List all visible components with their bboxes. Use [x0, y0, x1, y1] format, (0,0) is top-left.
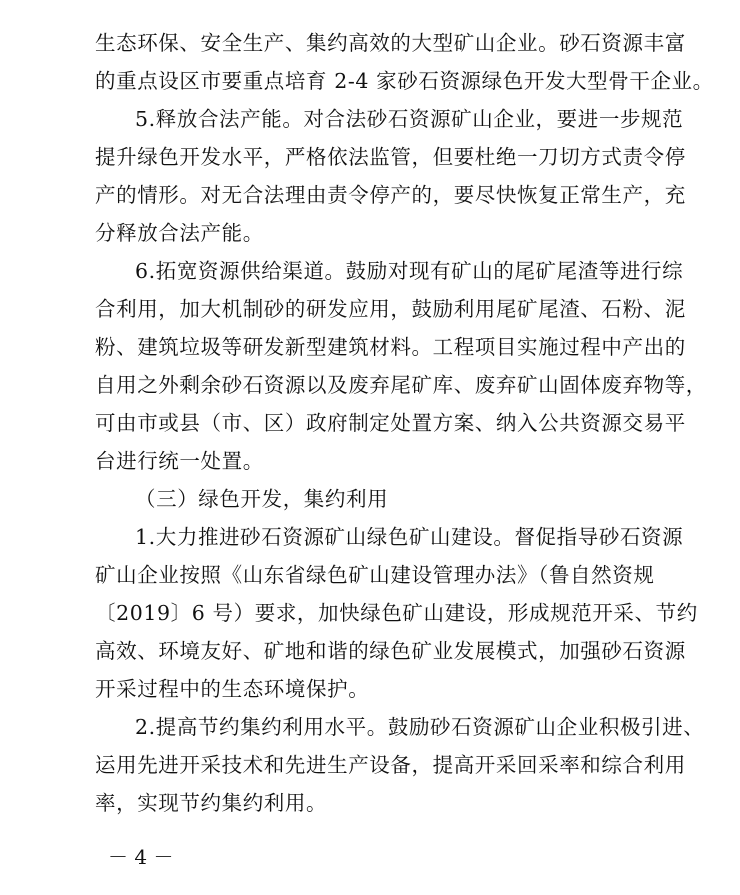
- text-line-4: 提升绿色开发水平，严格依法监管，但要杜绝一刀切方式责令停: [95, 145, 686, 169]
- text-line-8: 合利用，加大机制砂的研发应用，鼓励利用尾矿尾渣、石粉、泥: [95, 297, 686, 321]
- text-line-9: 粉、建筑垃圾等研发新型建筑材料。工程项目实施过程中产出的: [95, 335, 686, 359]
- text-line-21: 率，实现节约集约利用。: [95, 791, 328, 815]
- text-line-7: 6.拓宽资源供给渠道。鼓励对现有矿山的尾矿尾渣等进行综: [135, 259, 684, 283]
- page-number: － 4 －: [108, 845, 174, 869]
- text-line-15: 矿山企业按照《山东省绿色矿山建设管理办法》（鲁自然资规: [95, 563, 655, 587]
- text-line-1: 生态环保、安全生产、集约高效的大型矿山企业。砂石资源丰富: [95, 31, 686, 55]
- text-line-19: 2.提高节约集约利用水平。鼓励砂石资源矿山企业积极引进、: [135, 715, 705, 739]
- text-line-18: 开采过程中的生态环境保护。: [95, 677, 370, 701]
- text-line-10: 自用之外剩余砂石资源以及废弃尾矿库、废弃矿山固体废弃物等，: [95, 373, 707, 397]
- text-line-3: 5.释放合法产能。对合法砂石资源矿山企业，要进一步规范: [135, 107, 684, 131]
- text-line-16: 〔2019〕6 号）要求，加快绿色矿山建设，形成规范开采、节约: [95, 601, 698, 625]
- text-line-20: 运用先进开采技术和先进生产设备，提高开采回采率和综合利用: [95, 753, 686, 777]
- text-line-17: 高效、环境友好、矿地和谐的绿色矿业发展模式，加强砂石资源: [95, 639, 686, 663]
- text-line-14: 1.大力推进砂石资源矿山绿色矿山建设。督促指导砂石资源: [135, 525, 684, 549]
- text-line-11: 可由市或县（市、区）政府制定处置方案、纳入公共资源交易平: [95, 411, 686, 435]
- text-line-5: 产的情形。对无合法理由责令停产的，要尽快恢复正常生产，充: [95, 183, 686, 207]
- section-heading: （三）绿色开发，集约利用: [135, 487, 389, 511]
- text-line-12: 台进行统一处置。: [95, 449, 264, 473]
- text-line-2: 的重点设区市要重点培育 2-4 家砂石资源绿色开发大型骨干企业。: [95, 69, 714, 93]
- text-line-6: 分释放合法产能。: [95, 221, 264, 245]
